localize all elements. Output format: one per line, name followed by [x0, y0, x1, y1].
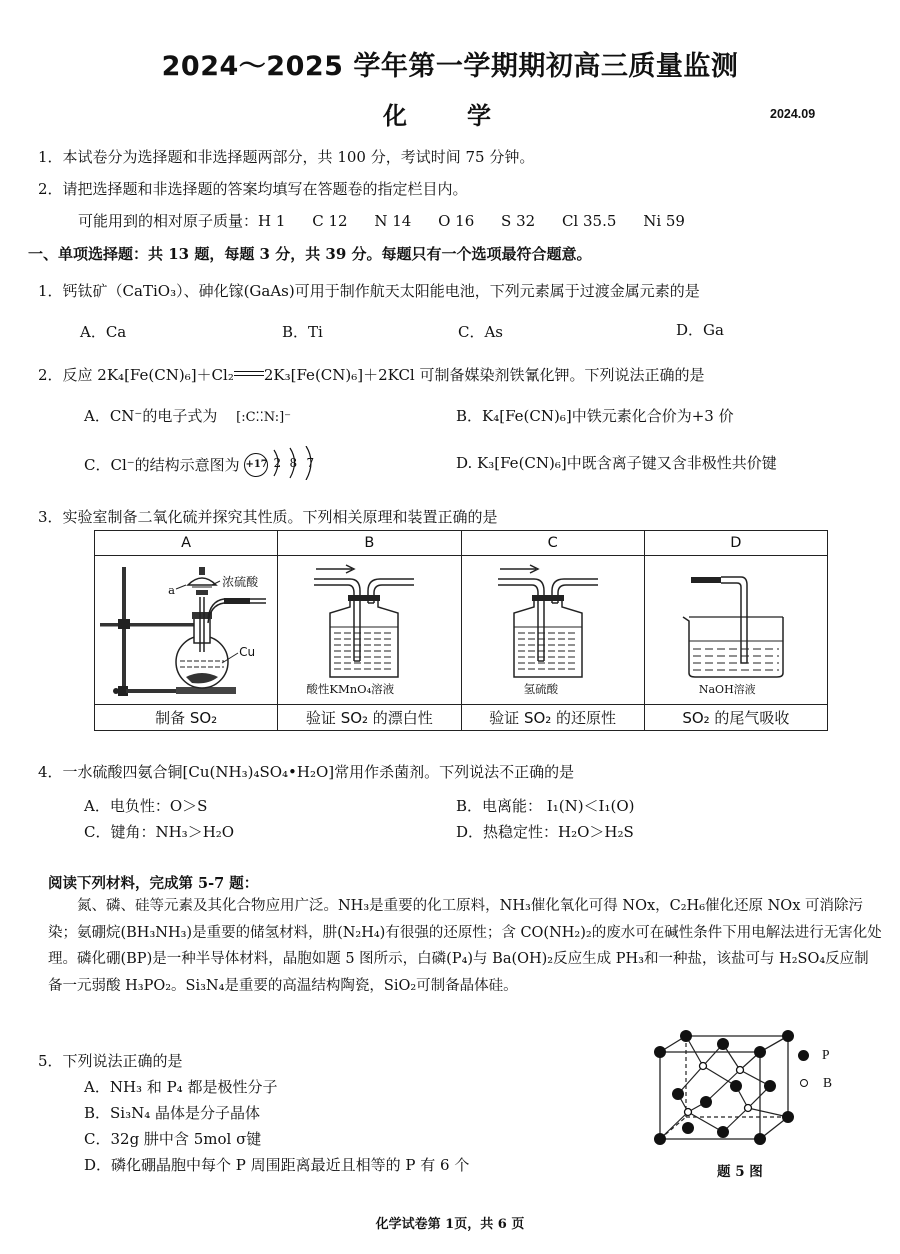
legend-p-label: P — [821, 1047, 830, 1062]
q2-stem-suffix: 2K₃[Fe(CN)₆]＋2KCl 可制备媒染剂铁氰化钾。下列说法正确的是 — [263, 366, 705, 384]
atomic-mass: Ni 59 — [643, 212, 685, 230]
cn-electron-formula: [:C⁚⁚N:]⁻ — [236, 410, 292, 425]
naoh-solution-label: NaOH溶液 — [698, 683, 756, 696]
instruction-1: 1．本试卷分为选择题和非选择题两部分，共 100 分，考试时间 75 分钟。 — [38, 148, 535, 166]
atomic-mass: O 16 — [438, 212, 475, 230]
b-atom-icon — [800, 1079, 808, 1087]
atomic-masses-label: 可能用到的相对原子质量： — [78, 212, 259, 230]
q2-option-b[interactable]: B．K₄[Fe(CN)₆]中铁元素化合价为+3 价 — [456, 407, 734, 425]
q5-option-b[interactable]: B．Si₃N₄ 晶体是分子晶体 — [84, 1104, 261, 1122]
apparatus-d-cell — [644, 556, 827, 705]
section-one-heading: 一、单项选择题：共 13 题，每题 3 分，共 39 分。每题只有一个选项最符合题意。 — [28, 245, 592, 263]
equals-sign — [234, 371, 264, 376]
q4-stem: 4．一水硫酸四氨合铜[Cu(NH₃)₄SO₄•H₂O]常用作杀菌剂。下列说法不正确的是 — [38, 763, 575, 781]
column-c-header[interactable]: C — [461, 531, 644, 556]
q1-option-c[interactable]: C．As — [458, 323, 504, 341]
q2-option-c-text: C．Cl⁻的结构示意图为 — [84, 456, 240, 474]
q2-option-c[interactable] — [84, 452, 326, 480]
q5-option-c[interactable]: C．32g 肼中含 5mol σ键 — [84, 1130, 262, 1148]
q4-option-b[interactable]: B．电离能： I₁(N)＜I₁(O) — [456, 797, 635, 815]
atomic-masses — [78, 210, 685, 231]
bp-unit-cell-figure — [648, 1024, 798, 1154]
q4-option-c[interactable]: C．键角：NH₃＞H₂O — [84, 823, 235, 841]
apparatus-a-cell — [95, 556, 278, 705]
acidic-kmno4-label: 酸性KMnO₄溶液 — [306, 682, 395, 696]
atomic-mass: C 12 — [312, 212, 348, 230]
column-a-header[interactable]: A — [95, 531, 278, 556]
legend-b-label: B — [822, 1075, 832, 1090]
q1-option-b[interactable]: B．Ti — [282, 323, 323, 341]
q3-apparatus-table — [94, 530, 828, 731]
exam-date: 2024.09 — [770, 107, 816, 121]
q1-stem: 1．钙钛矿（CaTiO₃）、砷化镓(GaAs)可用于制作航天太阳能电池，下列元素属于过渡金属元素的是 — [38, 282, 700, 300]
q5-stem: 5．下列说法正确的是 — [38, 1052, 183, 1070]
q4-option-d[interactable]: D．热稳定性：H₂O＞H₂S — [456, 823, 634, 841]
caption-c: 验证 SO₂ 的还原性 — [461, 705, 644, 731]
caption-d: SO₂ 的尾气吸收 — [644, 705, 827, 731]
atomic-mass: Cl 35.5 — [561, 212, 617, 230]
column-d-header[interactable]: D — [644, 531, 827, 556]
atomic-mass: H 1 — [258, 212, 286, 230]
legend-b — [800, 1073, 832, 1091]
atomic-mass: S 32 — [501, 212, 536, 230]
concentrated-sulfuric-acid-label: 浓硫酸 — [222, 575, 259, 589]
instruction-2: 2．请把选择题和非选择题的答案均填写在答题卷的指定栏目内。 — [38, 180, 468, 198]
caption-a: 制备 SO₂ — [95, 705, 278, 731]
p-atom-icon — [798, 1050, 809, 1061]
page-footer: 化学试卷第 1页，共 6 页 — [375, 1217, 525, 1232]
atomic-mass: N 14 — [374, 212, 412, 230]
exam-title: 2024～2025 学年第一学期期初高三质量监测 — [161, 51, 739, 82]
q1-option-d[interactable]: D．Ga — [676, 321, 724, 339]
hydrosulfuric-acid-label: 氢硫酸 — [523, 682, 559, 696]
q2-option-a-text: A．CN⁻的电子式为 — [84, 407, 218, 425]
q2-option-a[interactable] — [84, 405, 291, 426]
q4-option-a[interactable]: A．电负性：O＞S — [84, 797, 208, 815]
caption-b: 验证 SO₂ 的漂白性 — [278, 705, 461, 731]
column-b-header[interactable]: B — [278, 531, 461, 556]
apparatus-c-cell — [461, 556, 644, 705]
shell-electrons-2: 8 — [289, 456, 298, 470]
reading-passage: 氮、磷、硅等元素及其化合物应用广泛。NH₃是重要的化工原料，NH₃催化氧化可得 NOx，C₂H₆催化还原 NOx 可消除污染；氨硼烷(BH₃NH₃)是重要的储氢材料，肼(N₂H₄)有很强的还原性；含 CO(NH₂)₂的废水可在碱性条件下用电解法进行无害化处理。磷化硼(BP)是一种半导体材料，晶胞如题 5 图所示，白磷(P₄)与 Ba(OH)₂反应生成 PH₃和一种盐，该盐可与 H₂SO₄反应制备一元弱酸 H₃PO₂。Si₃N₄是重要的高温结构陶瓷，SiO₂可制备晶体硅。 — [48, 898, 882, 994]
q2-stem-prefix: 2．反应 2K₄[Fe(CN)₆]＋Cl₂ — [38, 366, 234, 384]
nucleus-circle: +17 — [244, 453, 268, 477]
cl-ion-structure-diagram — [244, 452, 326, 480]
reading-heading: 阅读下列材料，完成第 5-7 题： — [48, 875, 259, 892]
copper-label: Cu — [239, 645, 256, 659]
figure-5-caption: 题 5 图 — [717, 1164, 763, 1180]
apparatus-b-cell — [278, 556, 461, 705]
valve-a-label: a — [168, 583, 175, 597]
q2-option-d[interactable]: D. K₃[Fe(CN)₆]中既含离子键又含非极性共价键 — [456, 454, 777, 472]
legend-p — [798, 1045, 829, 1063]
q2-stem — [38, 364, 705, 385]
shell-electrons-3: 7 — [306, 456, 315, 470]
q5-option-d[interactable]: D．磷化硼晶胞中每个 P 周围距离最近且相等的 P 有 6 个 — [84, 1156, 470, 1174]
subject-title: 化学 — [383, 102, 551, 130]
q3-stem: 3．实验室制备二氧化硫并探究其性质。下列相关原理和装置正确的是 — [38, 508, 498, 526]
q5-option-a[interactable]: A．NH₃ 和 P₄ 都是极性分子 — [84, 1078, 278, 1096]
q1-option-a[interactable]: A．Ca — [80, 323, 127, 341]
shell-electrons-1: 2 — [273, 456, 282, 470]
